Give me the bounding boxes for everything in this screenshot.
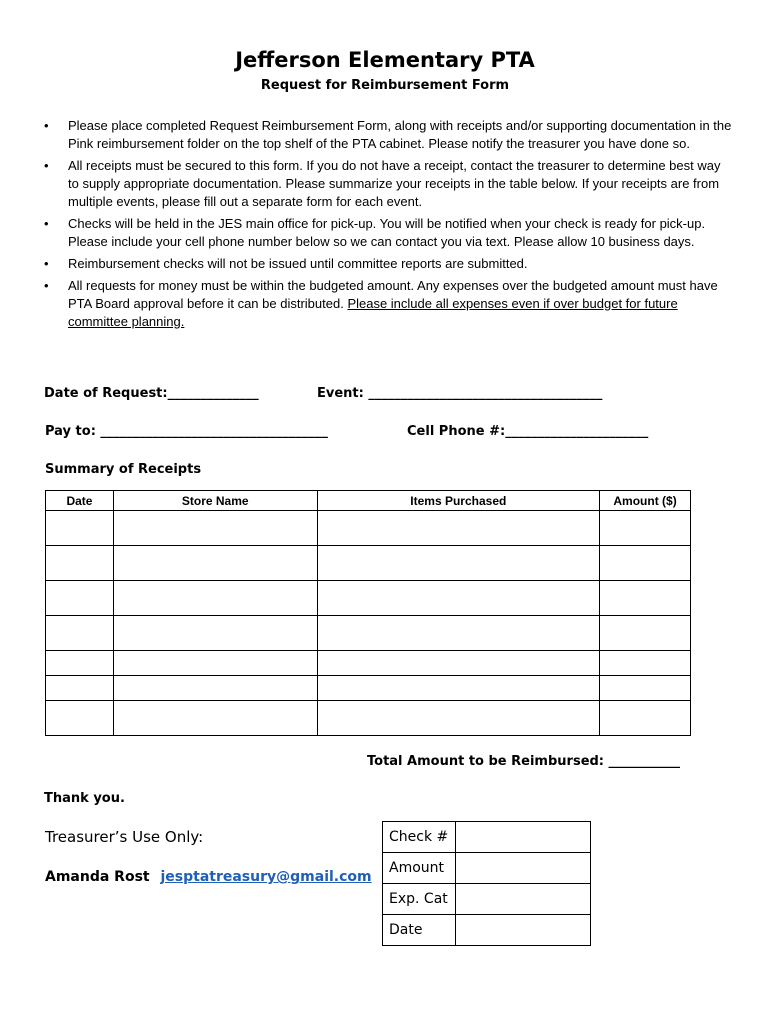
form-title: Jefferson Elementary PTA: [235, 48, 535, 72]
summary-of-receipts-label: Summary of Receipts: [45, 462, 202, 477]
event-field[interactable]: Event: ____________________________________: [317, 386, 603, 401]
store-name-cell[interactable]: [113, 676, 317, 701]
store-name-cell[interactable]: [113, 581, 317, 616]
date-cell[interactable]: [46, 676, 114, 701]
instruction-item: • All receipts must be secured to this form. If you do not have a receipt, contact the treasurer to determine best way to supply appropriate documentation. Please summarize your receipts in the table below. If your receipts are from multiple events, please fill out a separate form for each event.: [44, 157, 734, 211]
items-purchased-cell[interactable]: [317, 581, 600, 616]
treasurer-use-label: Treasurer’s Use Only:: [45, 828, 204, 846]
date-cell[interactable]: [46, 616, 114, 651]
contact-email-link[interactable]: jesptatreasury@gmail.com: [160, 869, 372, 885]
table-row: [383, 915, 591, 946]
instruction-text: All requests for money must be within the budgeted amount. Any expenses over the budgeted amount must have PTA Board approval before it can be distributed.: [68, 278, 718, 311]
table-row: [46, 581, 691, 616]
pay-to-field[interactable]: Pay to: ___________________________________: [45, 424, 328, 439]
amount-cell[interactable]: [600, 676, 691, 701]
column-header-date: Date: [46, 491, 114, 511]
check-number-cell[interactable]: [456, 822, 591, 853]
amount-cell[interactable]: [600, 581, 691, 616]
store-name-cell[interactable]: [113, 701, 317, 736]
items-purchased-cell[interactable]: [317, 546, 600, 581]
thank-you-text: Thank you.: [44, 791, 125, 806]
store-name-cell[interactable]: [113, 546, 317, 581]
check-number-label: Check #: [383, 822, 456, 853]
items-purchased-cell[interactable]: [317, 616, 600, 651]
expense-category-cell[interactable]: [456, 884, 591, 915]
amount-label: Amount: [383, 853, 456, 884]
treasurer-contact: [45, 869, 372, 885]
instruction-item: [44, 277, 734, 331]
column-header-amount: Amount ($): [600, 491, 691, 511]
cell-phone-field[interactable]: Cell Phone #:______________________: [407, 424, 649, 439]
contact-name: Amanda Rost: [45, 869, 150, 885]
expense-category-label: Exp. Cat: [383, 884, 456, 915]
column-header-items-purchased: Items Purchased: [317, 491, 600, 511]
table-row: [46, 701, 691, 736]
date-cell[interactable]: [46, 581, 114, 616]
instruction-item: • Reimbursement checks will not be issued until committee reports are submitted.: [44, 255, 734, 273]
date-of-request-field[interactable]: Date of Request:______________: [44, 386, 259, 401]
table-row: [46, 546, 691, 581]
instructions-list: [44, 117, 734, 335]
amount-cell[interactable]: [456, 853, 591, 884]
table-row: [46, 616, 691, 651]
store-name-cell[interactable]: [113, 651, 317, 676]
items-purchased-cell[interactable]: [317, 676, 600, 701]
store-name-cell[interactable]: [113, 616, 317, 651]
date-cell[interactable]: [46, 701, 114, 736]
column-header-store-name: Store Name: [113, 491, 317, 511]
treasurer-use-table: [382, 821, 591, 946]
instruction-item: • Please place completed Request Reimbursement Form, along with receipts and/or supporting documentation in the Pink reimbursement folder on the top shelf of the PTA cabinet. Please notify the treasurer you have done so.: [44, 117, 734, 153]
total-amount-field[interactable]: Total Amount to be Reimbursed: ___________: [367, 754, 681, 769]
table-row: [46, 651, 691, 676]
table-row: [46, 676, 691, 701]
store-name-cell[interactable]: [113, 511, 317, 546]
amount-cell[interactable]: [600, 546, 691, 581]
table-header-row: [46, 491, 691, 511]
date-cell[interactable]: [46, 511, 114, 546]
instruction-underlined-text: Please include all expenses even if over budget for future committee planning.: [68, 296, 678, 329]
date-label: Date: [383, 915, 456, 946]
table-row: [383, 884, 591, 915]
instruction-item: • Checks will be held in the JES main office for pick-up. You will be notified when your check is ready for pick-up. Please include your cell phone number below so we can contact you via text. Please allow 10 business days.: [44, 215, 734, 251]
table-row: [46, 511, 691, 546]
items-purchased-cell[interactable]: [317, 651, 600, 676]
items-purchased-cell[interactable]: [317, 701, 600, 736]
amount-cell[interactable]: [600, 616, 691, 651]
amount-cell[interactable]: [600, 511, 691, 546]
form-subtitle: Request for Reimbursement Form: [260, 78, 510, 93]
amount-cell[interactable]: [600, 651, 691, 676]
amount-cell[interactable]: [600, 701, 691, 736]
table-row: [383, 822, 591, 853]
items-purchased-cell[interactable]: [317, 511, 600, 546]
date-cell[interactable]: [46, 651, 114, 676]
receipts-table: [45, 490, 691, 736]
table-row: [383, 853, 591, 884]
date-cell[interactable]: [46, 546, 114, 581]
date-cell[interactable]: [456, 915, 591, 946]
